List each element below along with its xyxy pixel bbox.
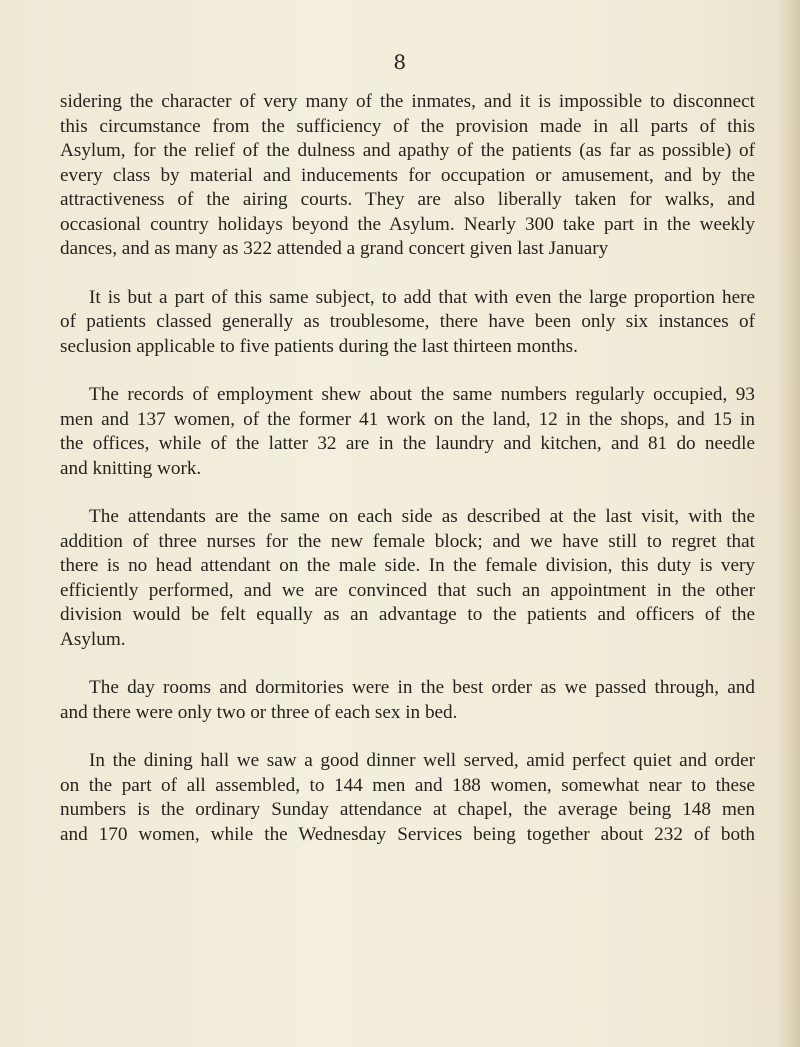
text-line: numbers is the ordinary Sunday attendance at chapel, the average being 148 men [60, 799, 755, 820]
text-line: on the part of all assembled, to 144 men and 188 women, somewhat near to these [60, 774, 755, 796]
paragraph [60, 676, 755, 725]
text-line: this circumstance from the sufficiency of the provision made in all parts of this [60, 115, 755, 137]
text-line: men and 137 women, of the former 41 work on the land, 12 in the shops, and 15 in [60, 408, 755, 430]
text-line: The day rooms and dormitories were in the best order as we passed through, and [89, 677, 755, 698]
text-line: division would be felt equally as an advantage to the patients and officers of the [60, 604, 755, 625]
paragraph [60, 90, 755, 262]
text-line: of patients classed generally as troublesome, there have been only six instances of [60, 311, 755, 332]
text-line: efficiently performed, and we are convinced that such an appointment in the other [60, 579, 755, 601]
paragraph [60, 383, 755, 481]
text-line: Asylum. [60, 628, 126, 650]
paragraph [60, 505, 755, 652]
text-line: seclusion applicable to five patients during the last thirteen months. [60, 335, 578, 357]
text-line: Asylum, for the relief of the dulness and apathy of the patients (as far as possible) of [60, 140, 755, 161]
page-edge-shadow [778, 0, 800, 1047]
paragraph [60, 286, 755, 360]
text-line: there is no head attendant on the male side. In the female division, this duty is very [60, 555, 755, 576]
text-line: every class by material and inducements for occupation or amusement, and by the [60, 164, 755, 186]
body-text [60, 90, 755, 847]
page-number: 8 [393, 50, 407, 74]
text-line: and there were only two or three of each sex in bed. [60, 701, 458, 723]
paragraph [60, 749, 755, 847]
text-line: dances, and as many as 322 attended a grand concert given last January [60, 238, 609, 259]
text-line: and 170 women, while the Wednesday Services being together about 232 of both [60, 823, 755, 845]
text-line: In the dining hall we saw a good dinner well served, amid perfect quiet and order [89, 750, 755, 771]
text-line: addition of three nurses for the new female block; and we have still to regret that [60, 530, 755, 552]
text-line: It is but a part of this same subject, to add that with even the large proportion here [89, 286, 755, 308]
text-line: the offices, while of the latter 32 are in the laundry and kitchen, and 81 do needle [60, 433, 755, 454]
text-line: The records of employment shew about the same numbers regularly occupied, 93 [89, 384, 755, 405]
text-line: occasional country holidays beyond the Asylum. Nearly 300 take part in the weekly [60, 213, 755, 235]
text-line: sidering the character of very many of the inmates, and it is impossible to disconnect [60, 91, 755, 112]
text-line: attractiveness of the airing courts. They are also liberally taken for walks, and [60, 189, 755, 210]
text-line: The attendants are the same on each side as described at the last visit, with the [89, 506, 755, 527]
text-line: and knitting work. [60, 457, 202, 479]
